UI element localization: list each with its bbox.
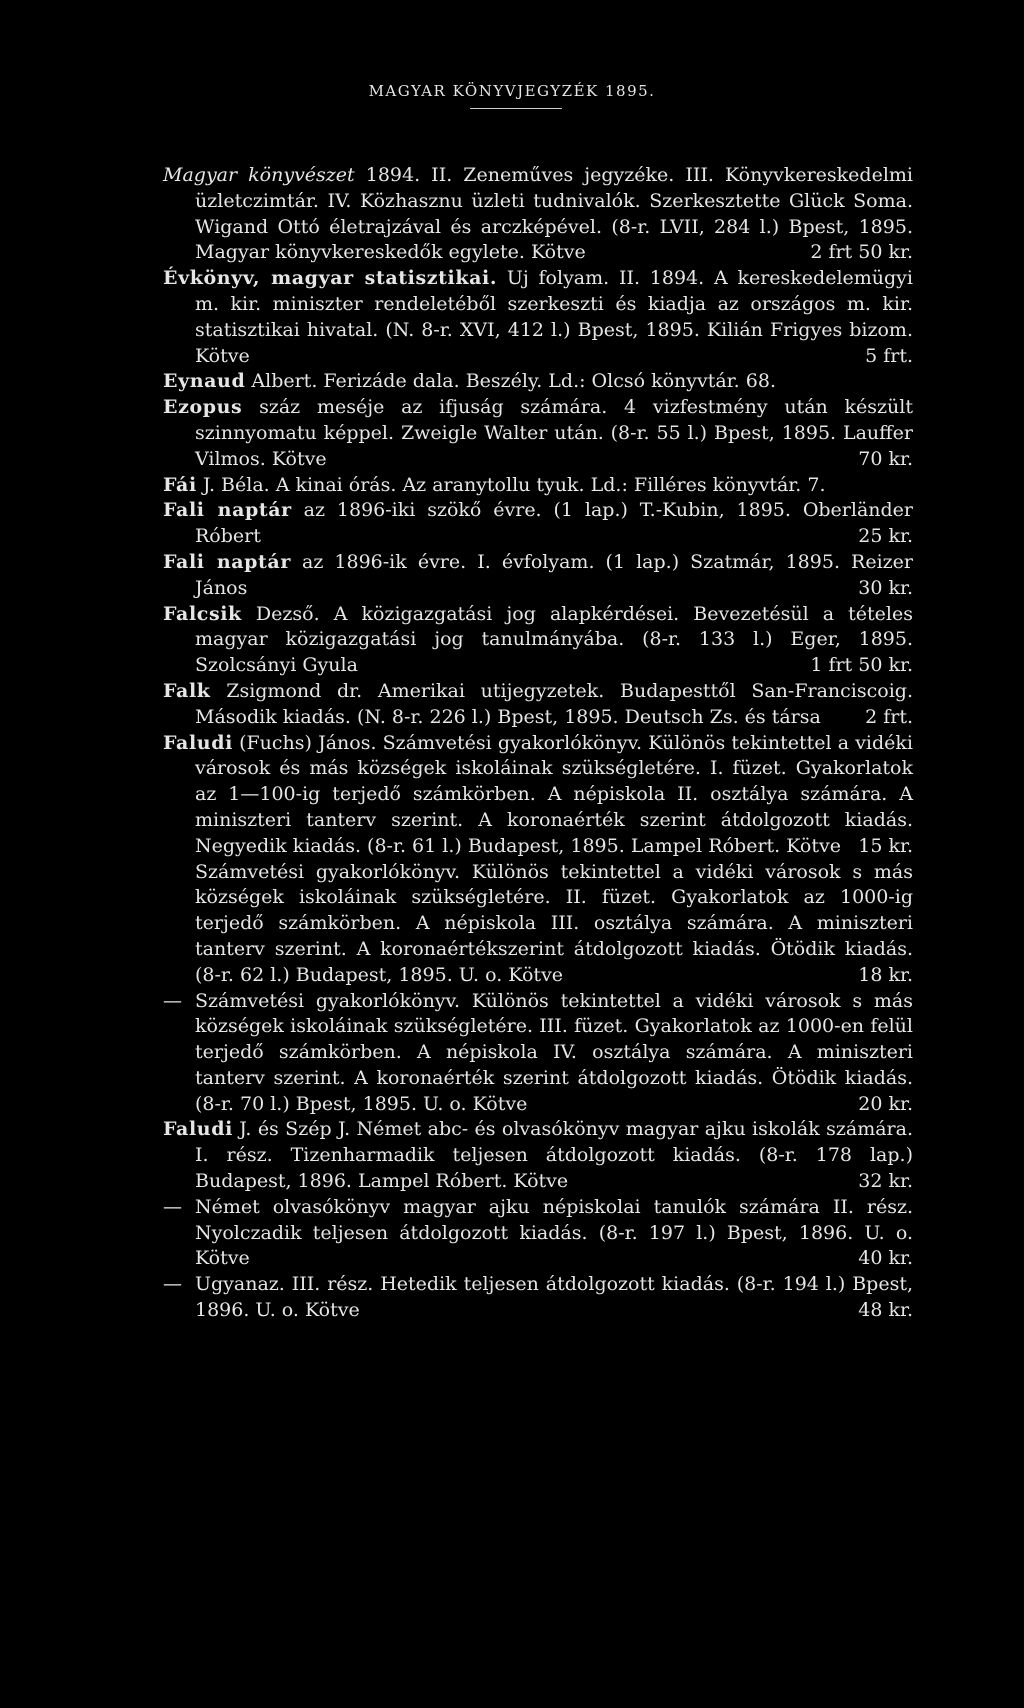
entry-author: Eynaud (163, 370, 246, 393)
catalog-entry (163, 550, 913, 602)
entry-price: 2 frt. (865, 705, 913, 728)
entry-text: Számvetési gyakorlókönyv. Különös tekintettel a vidéki városok s más községek iskoláinak szükségletére. II. füzet. Gyakorlatok az 1000-ig terjedő számkörben. A népiskola III. osztálya számára. A miniszteri tanterv szerint. A koronaértékszerint átdolgozott kiadás. Ötödik kiadás. (8-r. 62 l.) Budapest, 1895. U. o. Kötve (195, 860, 913, 986)
entry-author: Fali naptár (163, 499, 292, 522)
entry-text: (Fuchs) János. Számvetési gyakorlókönyv. Különös tekintettel a vidéki városok és más községek iskoláinak szükségletére. I. füzet. Gyakorlatok az 1—100-ig terjedő számkörben. A népiskola II. osztálya számára. A miniszteri tanterv szerint. A koronaérték szerint átdolgozott kiadás. Negyedik kiadás. (8-r. 61 l.) Budapest, 1895. Lampel Róbert. Kötve (195, 731, 913, 857)
catalog-entry (163, 498, 913, 550)
entry-author: Fái (163, 473, 197, 496)
catalog-entry (163, 266, 913, 369)
entry-price: 70 kr. (858, 447, 913, 470)
catalog-entry (163, 1117, 913, 1194)
catalog-entries (163, 163, 913, 1324)
entry-author: Ezopus (163, 396, 243, 419)
entry-author: Fali naptár (163, 550, 291, 573)
entry-text: az 1896-ik évre. I. évfolyam. (1 lap.) Szatmár, 1895. Reizer János (195, 550, 914, 599)
catalog-entry (163, 731, 913, 860)
catalog-entry (163, 163, 913, 266)
ditto-dash: — (163, 1195, 182, 1218)
entry-price: 30 kr. (858, 576, 913, 599)
entry-author: Faludi (163, 731, 233, 754)
entry-author: Faludi (163, 1118, 233, 1141)
entry-text: Német olvasókönyv magyar ajku népiskolai tanulók számára II. rész. Nyolczadik teljesen átdolgozott kiadás. (8-r. 197 l.) Bpest, 1896. U. o. Kötve (195, 1195, 913, 1270)
entry-price: 48 kr. (858, 1299, 913, 1322)
entry-price: 18 kr. (858, 963, 913, 986)
entry-price: 2 frt 50 kr. (810, 241, 913, 264)
entry-price: 15 kr. (858, 834, 913, 857)
ditto-dash: — (163, 989, 182, 1012)
entry-price: 1 frt 50 kr. (810, 654, 913, 677)
entry-text: Számvetési gyakorlókönyv. Különös tekintettel a vidéki városok s más községek iskoláinak szükségletére. III. füzet. Gyakorlatok az 1000-en felül terjedő számkörben. A népiskola IV. osztálya számára. A miniszteri tanterv szerint. A koronaérték szerint átdolgozott kiadás. Ötödik kiadás. (8-r. 70 l.) Bpest, 1895. U. o. Kötve (195, 989, 913, 1115)
entry-price: 40 kr. (858, 1247, 913, 1270)
entry-author: Falk (163, 679, 211, 702)
page-header: MAGYAR KÖNYVJEGYZÉK 1895. (368, 82, 656, 100)
catalog-entry (163, 473, 913, 499)
catalog-entry (163, 369, 913, 395)
entry-italic-title: Magyar könyvészet (163, 164, 355, 186)
entry-text: Ugyanaz. III. rész. Hetedik teljesen átdolgozott kiadás. (8-r. 194 l.) Bpest, 1896. U. o. Kötve (195, 1273, 913, 1322)
entry-price: 32 kr. (858, 1170, 913, 1193)
entry-text: Albert. Ferizáde dala. Beszély. Ld.: Olcsó könyvtár. 68. (245, 370, 776, 393)
entry-text: J. és Szép J. Német abc- és olvasókönyv magyar ajku iskolák számára. I. rész. Tizenharmadik teljesen átdolgozott kiadás. (8-r. 178 lap.) Budapest, 1896. Lampel Róbert. Kötve (195, 1118, 913, 1193)
entry-text: az 1896-iki szökő évre. (1 lap.) T.-Kubin, 1895. Oberländer Róbert (195, 499, 914, 548)
entry-text: Uj folyam. II. 1894. A kereskedelemügyi m. kir. miniszter rendeletéből szerkeszti és kiadja az országos m. kir. statisztikai hivatal. (N. 8-r. XVI, 412 l.) Bpest, 1895. Kilián Frigyes bizom. Kötve (195, 267, 913, 367)
catalog-entry (163, 602, 913, 679)
catalog-entry (163, 395, 913, 472)
catalog-entry (163, 1195, 913, 1272)
entry-author: Évkönyv, magyar statisztikai. (163, 267, 498, 290)
entry-text: 1894. II. Zeneműves jegyzéke. III. Könyvkereskedelmi üzletczimtár. IV. Közhasznu üzleti tudnivalók. Szerkesztette Glück Soma. Wigand Ottó életrajzával és arczképével. (8-r. LVII, 284 l.) Bpest, 1895. Magyar könyvkereskedők egylete. Kötve (195, 164, 913, 264)
header-rule (470, 108, 562, 109)
catalog-entry (163, 860, 913, 989)
ditto-dash: — (163, 1273, 182, 1296)
entry-price: 5 frt. (865, 344, 913, 367)
entry-text: száz meséje az ifjuság számára. 4 vizfestmény után készült szinnyomatu képpel. Zweigle Walter után. (8-r. 55 l.) Bpest, 1895. Lauffer Vilmos. Kötve (195, 396, 913, 470)
entry-text: Dezső. A közigazgatási jog alapkérdései. Bevezetésül a tételes magyar közigazgatási jog tanulmányába. (8-r. 133 l.) Eger, 1895. Szolcsányi Gyula (195, 602, 913, 677)
entry-author: Falcsik (163, 602, 242, 625)
entry-price: 25 kr. (858, 525, 913, 548)
catalog-entry (163, 989, 913, 1118)
catalog-entry (163, 1272, 913, 1324)
entry-text: Zsigmond dr. Amerikai utijegyzetek. Budapesttől San-Franciscoig. Második kiadás. (N. 8-r. 226 l.) Bpest, 1895. Deutsch Zs. és társa (195, 679, 913, 728)
entry-text: J. Béla. A kinai órás. Az aranytollu tyuk. Ld.: Filléres könyvtár. 7. (196, 473, 826, 496)
entry-price: 20 kr. (858, 1092, 913, 1115)
catalog-entry (163, 679, 913, 731)
